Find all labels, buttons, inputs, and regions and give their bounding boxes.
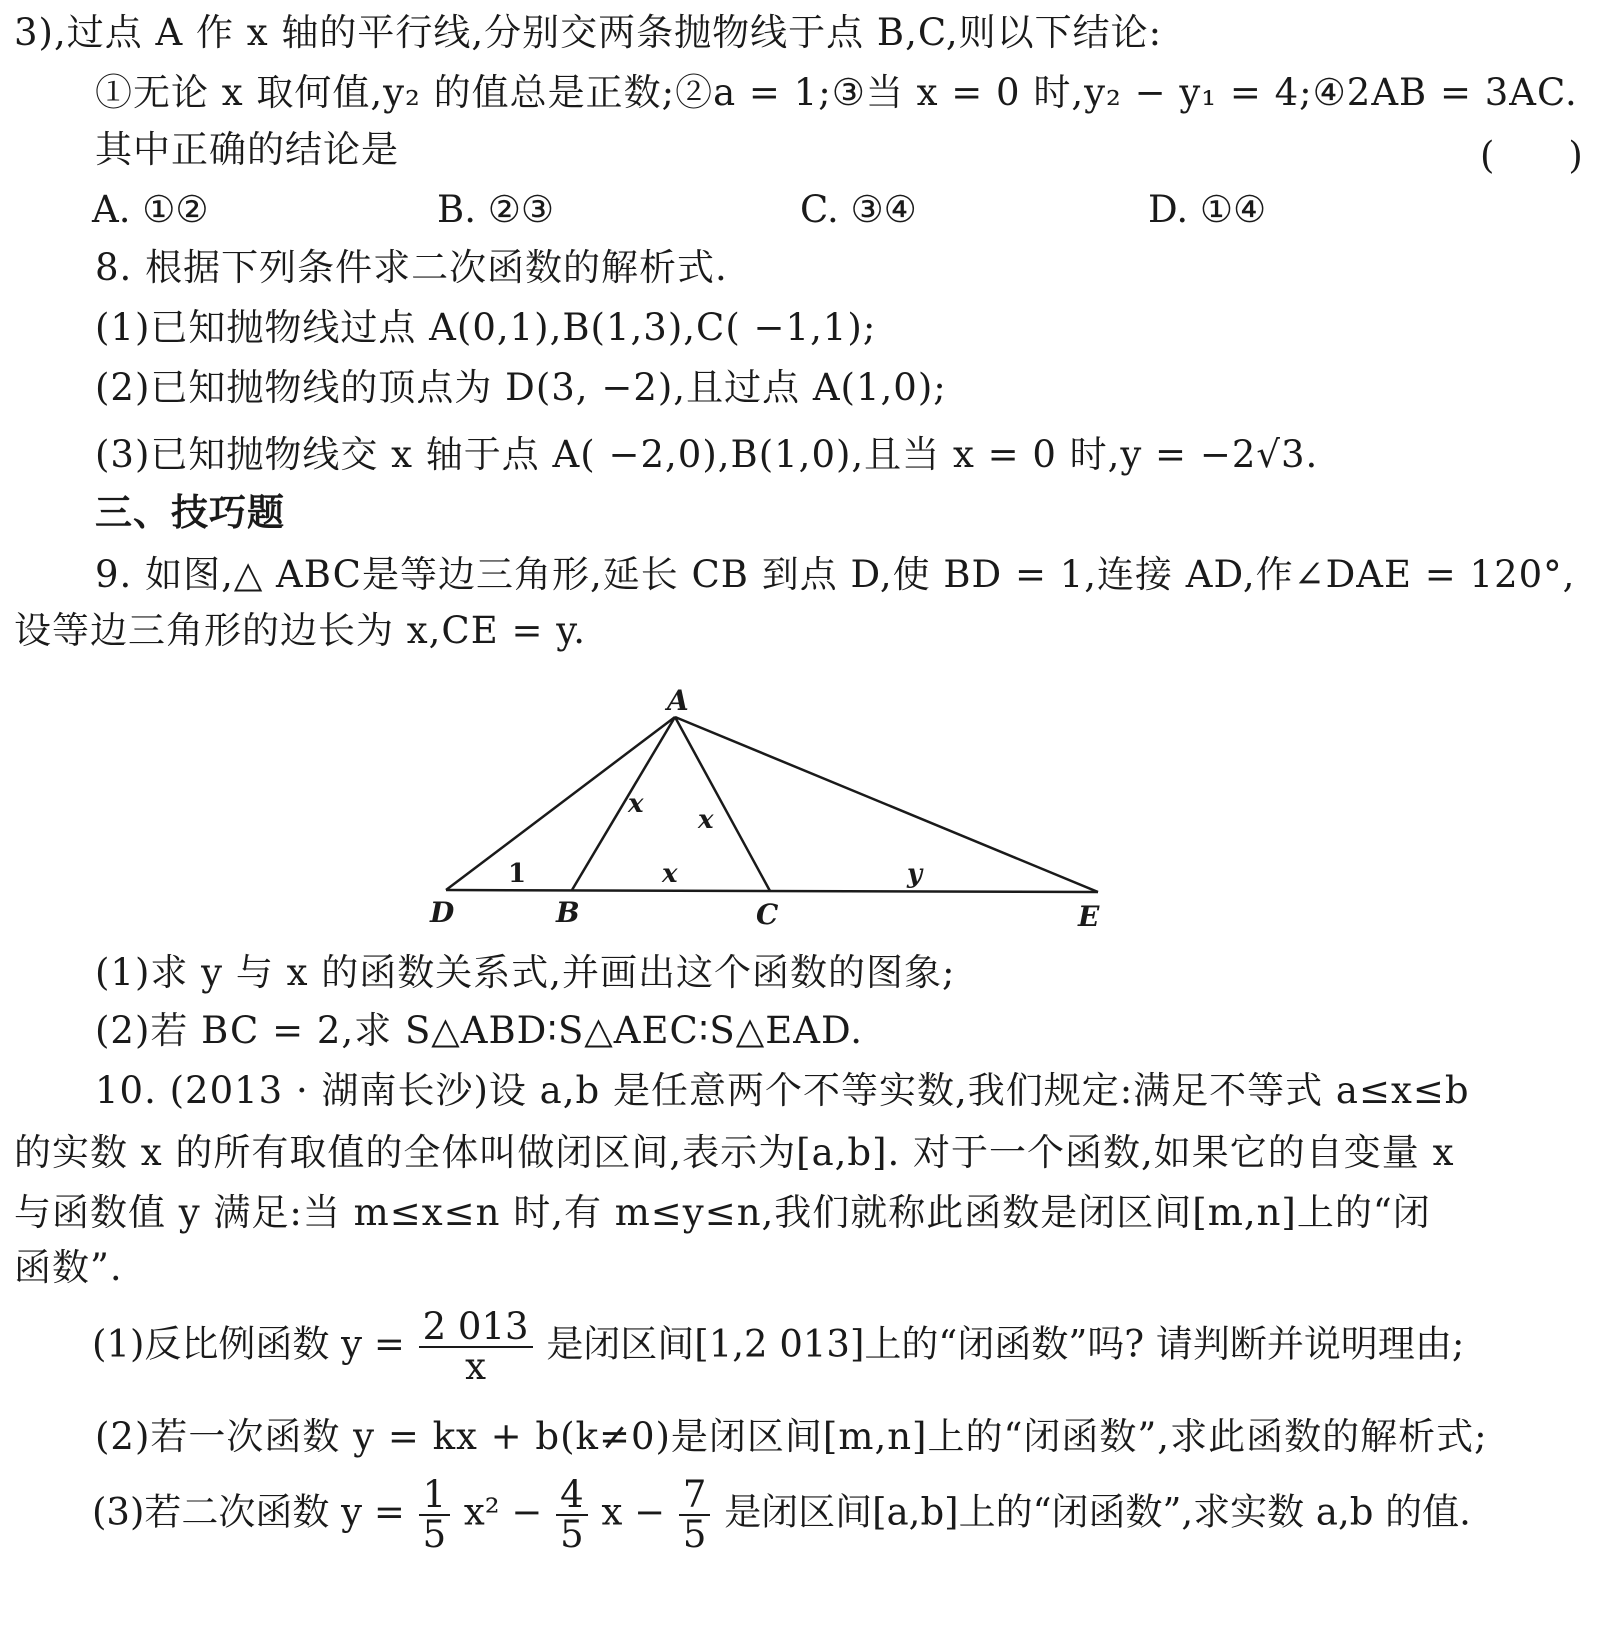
fraction-numerator: 7 bbox=[679, 1476, 711, 1516]
fraction-4-over-5 bbox=[556, 1473, 588, 1556]
q10-line4: 函数”. bbox=[14, 1246, 123, 1289]
option-c[interactable]: C. ③④ bbox=[800, 188, 917, 231]
line-ab bbox=[572, 717, 675, 890]
q9-part1: (1)求 y 与 x 的函数关系式,并画出这个函数的图象; bbox=[95, 951, 956, 994]
q7-statements: ①无论 x 取何值,y₂ 的值总是正数;②a = 1;③当 x = 0 时,y₂ − y₁ = 4;④2AB = 3AC. bbox=[95, 71, 1578, 114]
side-bc-label: x bbox=[662, 859, 678, 889]
q10-part3-lead: (3)若二次函数 y = bbox=[92, 1490, 405, 1534]
q7-line1: 3),过点 A 作 x 轴的平行线,分别交两条抛物线于点 B,C,则以下结论: bbox=[14, 11, 1163, 54]
fraction-1-over-5 bbox=[419, 1473, 451, 1556]
fraction-7-over-5 bbox=[679, 1473, 711, 1556]
q10-line1: 10. (2013 · 湖南长沙)设 a,b 是任意两个不等实数,我们规定:满足不等式 a≤x≤b bbox=[95, 1069, 1470, 1112]
q8-part1: (1)已知抛物线过点 A(0,1),B(1,3),C( −1,1); bbox=[95, 306, 877, 349]
point-e-label: E bbox=[1078, 900, 1100, 933]
q7-prompt: 其中正确的结论是 bbox=[95, 128, 399, 171]
q10-part3-term1: x² − bbox=[463, 1490, 543, 1534]
line-ac bbox=[675, 717, 770, 891]
q10-part3 bbox=[92, 1473, 1471, 1556]
q9-line2: 设等边三角形的边长为 x,CE = y. bbox=[14, 609, 586, 652]
option-d[interactable]: D. ①④ bbox=[1148, 188, 1267, 231]
option-a[interactable]: A. ①② bbox=[92, 188, 209, 231]
fraction-numerator: 2 013 bbox=[419, 1308, 533, 1348]
q10-part1 bbox=[92, 1305, 1465, 1388]
q8-title: 8. 根据下列条件求二次函数的解析式. bbox=[95, 246, 728, 289]
q10-line2: 的实数 x 的所有取值的全体叫做闭区间,表示为[a,b]. 对于一个函数,如果它的自变量 x bbox=[14, 1131, 1455, 1174]
q10-part3-term2: x − bbox=[601, 1490, 666, 1534]
fraction-denominator: x bbox=[465, 1345, 487, 1388]
segment-db-label: 1 bbox=[508, 859, 527, 889]
side-ab-label: x bbox=[628, 789, 644, 819]
q9-line1: 9. 如图,△ ABC是等边三角形,延长 CB 到点 D,使 BD = 1,连接 AD,作∠DAE = 120°, bbox=[95, 553, 1576, 596]
fraction-numerator: 1 bbox=[419, 1476, 451, 1516]
answer-bracket[interactable]: ( ) bbox=[1480, 134, 1583, 177]
segment-ce-label: y bbox=[907, 859, 923, 889]
point-a-label: A bbox=[667, 684, 689, 717]
q9-part2: (2)若 BC = 2,求 S△ABD∶S△AEC∶S△EAD. bbox=[95, 1009, 864, 1052]
q8-part3: (3)已知抛物线交 x 轴于点 A( −2,0),B(1,0),且当 x = 0 时,y = −2√3. bbox=[95, 433, 1319, 476]
side-ac-label: x bbox=[698, 805, 714, 835]
point-d-label: D bbox=[430, 896, 455, 929]
triangle-figure bbox=[420, 680, 1140, 940]
q10-line3: 与函数值 y 满足:当 m≤x≤n 时,有 m≤y≤n,我们就称此函数是闭区间[m,n]上的“闭 bbox=[14, 1191, 1431, 1234]
fraction-numerator: 4 bbox=[556, 1476, 588, 1516]
q10-part1-tail: 是闭区间[1,2 013]上的“闭函数”吗? 请判断并说明理由; bbox=[546, 1322, 1465, 1366]
option-b[interactable]: B. ②③ bbox=[437, 188, 555, 231]
line-ae bbox=[675, 717, 1098, 892]
section-heading: 三、技巧题 bbox=[95, 491, 285, 534]
fraction-denominator: 5 bbox=[682, 1513, 707, 1556]
point-b-label: B bbox=[556, 896, 580, 929]
q8-part2: (2)已知抛物线的顶点为 D(3, −2),且过点 A(1,0); bbox=[95, 366, 947, 409]
q10-part1-lead: (1)反比例函数 y = bbox=[92, 1322, 405, 1366]
fraction-2013-over-x bbox=[419, 1305, 533, 1388]
point-c-label: C bbox=[756, 898, 779, 931]
fraction-denominator: 5 bbox=[422, 1513, 447, 1556]
fraction-denominator: 5 bbox=[560, 1513, 584, 1556]
q10-part2: (2)若一次函数 y = kx + b(k≠0)是闭区间[m,n]上的“闭函数”,求此函数的解析式; bbox=[95, 1415, 1488, 1458]
q10-part3-tail: 是闭区间[a,b]上的“闭函数”,求实数 a,b 的值. bbox=[724, 1490, 1471, 1534]
line-de bbox=[446, 890, 1098, 892]
